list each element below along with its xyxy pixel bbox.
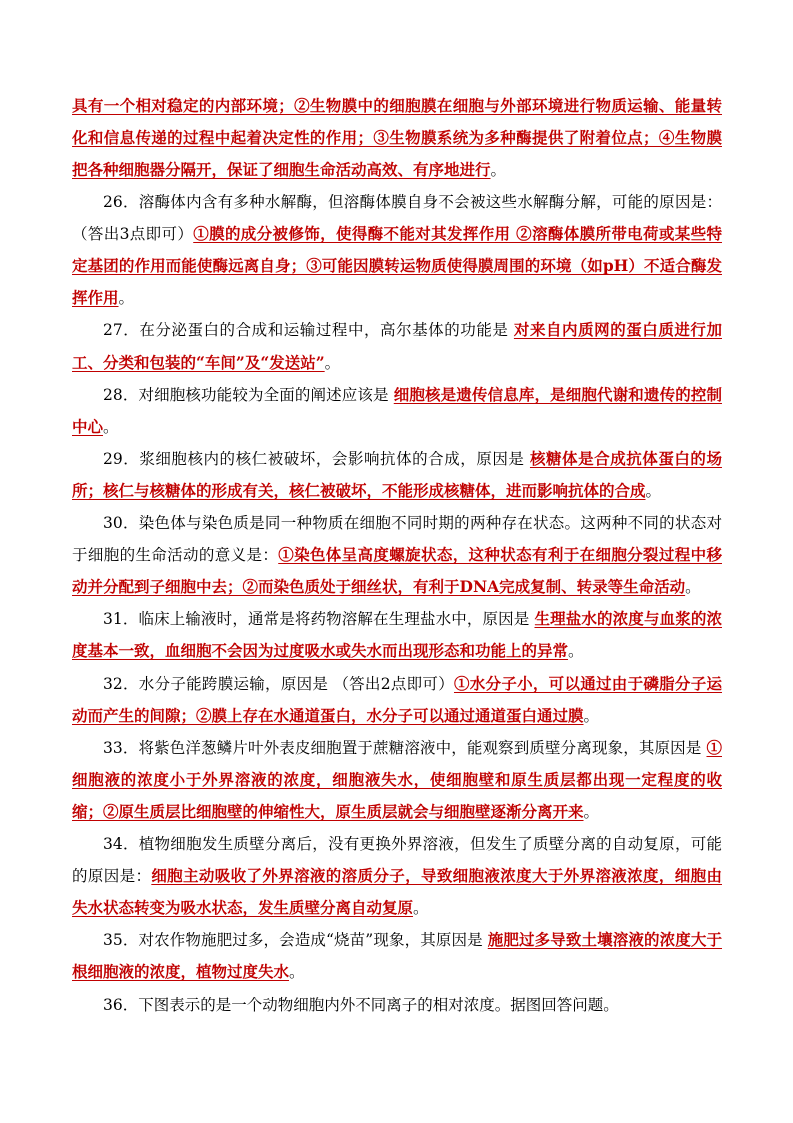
answer-text: ①细胞液的浓度小于外界溶液的浓度，细胞液失水，使细胞壁和原生质层都出现一定程度的收缩；②原生质层比细胞壁的伸缩性大，原生质层就会与细胞壁逐渐分离开来 (72, 738, 722, 822)
punctuation: 。 (103, 418, 119, 437)
answer-text: ①膜的成分被修饰，使得酶不能对其发挥作用 ②溶酶体膜所带电荷或某些特定基团的作用而能使酶远离自身；③可能因膜转运物质使得膜周围的环境（如pH）不适合酶发挥作用 (72, 223, 722, 308)
punctuation: 。 (118, 289, 135, 308)
question-31 (72, 603, 722, 667)
question-text: 31．临床上输液时，通常是将药物溶解在生理盐水中，原因是 (103, 610, 535, 629)
answer-text: ①染色体呈高度螺旋状态，这种状态有利于在细胞分裂过程中移动并分配到子细胞中去；②而染色质处于细丝状，有利于DNA完成复制、转录等生命活动 (72, 544, 722, 597)
question-text: 32．水分子能跨膜运输，原因是 （答出2点即可） (103, 674, 454, 693)
answer-text: 施肥过多导致土壤溶液的浓度大于根细胞液的浓度，植物过度失水 (72, 930, 722, 982)
question-text: 29．浆细胞核内的核仁被破坏，会影响抗体的合成，原因是 (103, 450, 530, 469)
question-36 (72, 989, 722, 1021)
answer-text: ①水分子小，可以通过由于磷脂分子运动而产生的间隙；②膜上存在水通道蛋白，水分子可以通过通道蛋白通过膜 (72, 673, 722, 725)
question-text: 27．在分泌蛋白的合成和运输过程中，高尔基体的功能是 (103, 321, 514, 340)
question-text: 33．将紫色洋葱鳞片叶外表皮细胞置于蔗糖溶液中，能观察到质壁分离现象，其原因是 (103, 739, 707, 758)
punctuation: 。 (324, 353, 341, 372)
punctuation: 。 (583, 803, 600, 822)
question-27 (72, 314, 722, 378)
answer-text: 生理盐水的浓度与血浆的浓度基本一致，血细胞不会因为过度吸水或失水而出现形态和功能上的异常 (72, 609, 722, 661)
answer-text: 核糖体是合成抗体蛋白的场所；核仁与核糖体的形成有关，核仁被破坏，不能形成核糖体，进而影响抗体的合成 (72, 449, 722, 501)
paragraph-25-continued (72, 90, 722, 187)
answer-text: 细胞主动吸收了外界溶液的溶质分子，导致细胞液浓度大于外界溶液浓度，细胞由失水状态转变为吸水状态，发生质壁分离自动复原 (72, 865, 722, 918)
question-text: 28．对细胞核功能较为全面的阐述应该是 (103, 385, 394, 404)
question-text: 36．下图表示的是一个动物细胞内外不同离子的相对浓度。据图回答问题。 (103, 995, 619, 1014)
punctuation: 。 (413, 899, 429, 918)
question-33 (72, 732, 722, 829)
punctuation: 。 (289, 963, 305, 982)
document-body (72, 90, 722, 1021)
question-text: 30．染色体与染色质是同一种物质在细胞不同时期的两种存在状态。这两种不同的状态对于细胞的生命活动的意义是： (72, 513, 722, 564)
punctuation: 。 (490, 161, 507, 180)
question-text: 35．对农作物施肥过多，会造成“烧苗”现象，其原因是 (103, 931, 488, 950)
answer-text: 细胞核是遗传信息库，是细胞代谢和遗传的控制中心 (72, 384, 722, 437)
question-30 (72, 508, 722, 604)
question-text: 26．溶酶体内含有多种水解酶，但溶酶体膜自身不会被这些水解酶分解，可能的原因是：（答出3点即可） (72, 192, 722, 243)
answer-text: 具有一个相对稳定的内部环境；②生物膜中的细胞膜在细胞与外部环境进行物质运输、能量转化和信息传递的过程中起着决定性的作用；③生物膜系统为多种酶提供了附着位点；④生物膜把各种细胞器分隔开，保证了细胞生命活动高效、有序地进行 (72, 96, 722, 180)
question-text: 34．植物细胞发生质壁分离后，没有更换外界溶液，但发生了质壁分离的自动复原，可能的原因是： (72, 834, 722, 885)
question-34 (72, 829, 722, 925)
answer-text: 对来自内质网的蛋白质进行加工、分类和包装的“车间”及“发送站” (72, 320, 722, 372)
punctuation: 。 (685, 578, 701, 597)
punctuation: 。 (645, 482, 662, 501)
question-29 (72, 443, 722, 507)
question-28 (72, 379, 722, 443)
question-26 (72, 187, 722, 315)
punctuation: 。 (568, 642, 584, 661)
punctuation: 。 (583, 706, 600, 725)
question-32 (72, 668, 722, 732)
question-35 (72, 924, 722, 988)
